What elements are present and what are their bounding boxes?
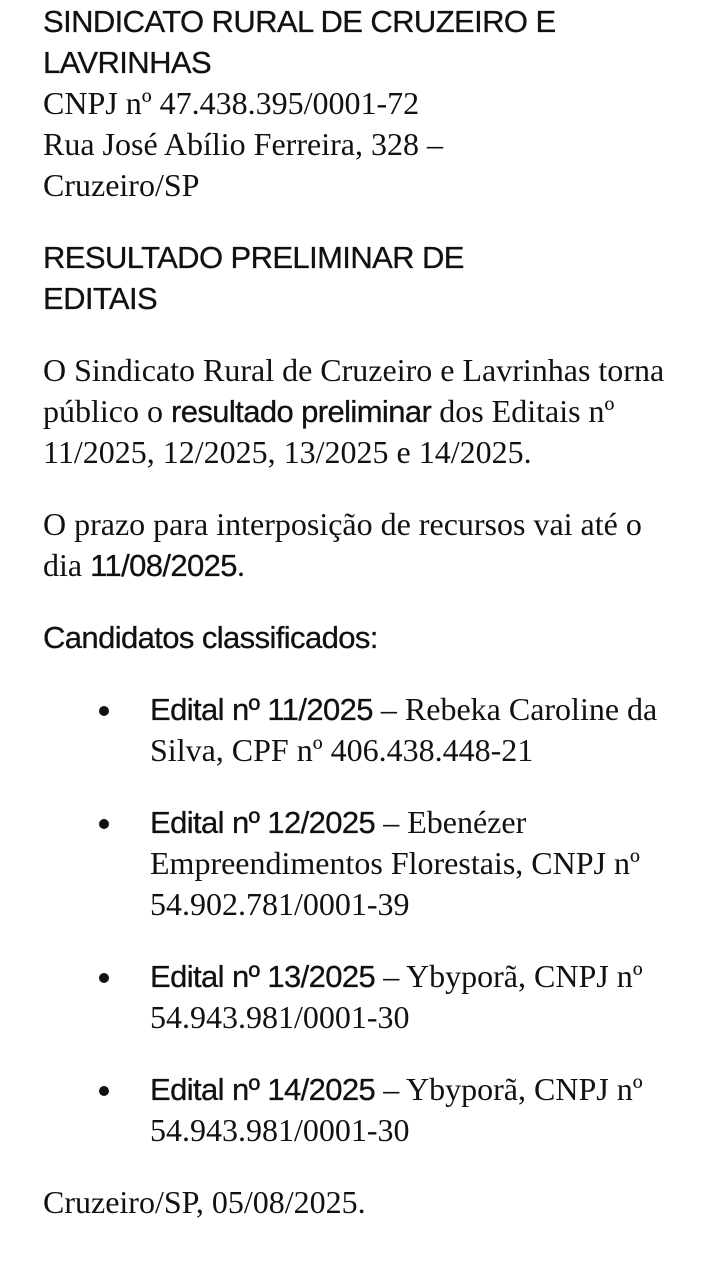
candidates-list <box>43 689 683 1151</box>
closing-place-date: Cruzeiro/SP, 05/08/2025. <box>43 1184 366 1220</box>
edital-number: Edital nº 14/2025 <box>150 1072 376 1107</box>
edital-number: Edital nº 12/2025 <box>150 805 376 840</box>
document-title <box>43 237 683 319</box>
bullet-icon <box>99 706 109 716</box>
organization-name <box>43 1 683 83</box>
candidates-heading: Candidatos classificados: <box>43 620 378 655</box>
deadline-paragraph <box>43 504 683 586</box>
edital-number: Edital nº 11/2025 <box>150 692 373 727</box>
candidate-details: – Rebeka Caroline da Silva, CPF nº 406.438.448-21 <box>150 691 658 768</box>
announcement-text-part2: dos Editais nº 11/2025, 12/2025, 13/2025 e 14/2025. <box>43 393 615 470</box>
list-item <box>43 689 690 771</box>
bullet-icon <box>99 973 109 983</box>
organization-cnpj: CNPJ nº 47.438.395/0001-72 <box>43 85 420 121</box>
document-title-line1: RESULTADO PRELIMINAR DE <box>43 240 464 275</box>
address-line2: Cruzeiro/SP <box>43 167 200 203</box>
list-item <box>43 956 690 1038</box>
announcement-text-part1: O Sindicato Rural de Cruzeiro e Lavrinhas torna público o <box>43 352 665 429</box>
candidate-details: – Ybyporã, CNPJ nº 54.943.981/0001-30 <box>150 958 643 1035</box>
list-item <box>43 1069 690 1151</box>
candidate-details: – Ebenézer Empreendimentos Florestais, CNPJ nº 54.902.781/0001-39 <box>150 804 640 922</box>
organization-name-line1: SINDICATO RURAL DE CRUZEIRO E <box>43 4 556 39</box>
announcement-paragraph <box>43 350 683 473</box>
header-block <box>43 1 683 206</box>
edital-number: Edital nº 13/2025 <box>150 959 376 994</box>
address-line1: Rua José Abílio Ferreira, 328 – <box>43 126 443 162</box>
deadline-text-part2: . <box>236 547 245 583</box>
bullet-icon <box>99 1086 109 1096</box>
candidate-details: – Ybyporã, CNPJ nº 54.943.981/0001-30 <box>150 1071 643 1148</box>
announcement-bold-text: resultado preliminar <box>170 394 432 429</box>
organization-name-line2: LAVRINHAS <box>43 45 212 80</box>
bullet-icon <box>99 819 109 829</box>
document-page <box>43 0 683 1223</box>
document-title-line2: EDITAIS <box>43 281 158 316</box>
deadline-date: 11/08/2025 <box>90 548 237 583</box>
deadline-text-part1: O prazo para interposição de recursos vai até o dia <box>43 506 642 583</box>
list-item <box>43 802 690 925</box>
